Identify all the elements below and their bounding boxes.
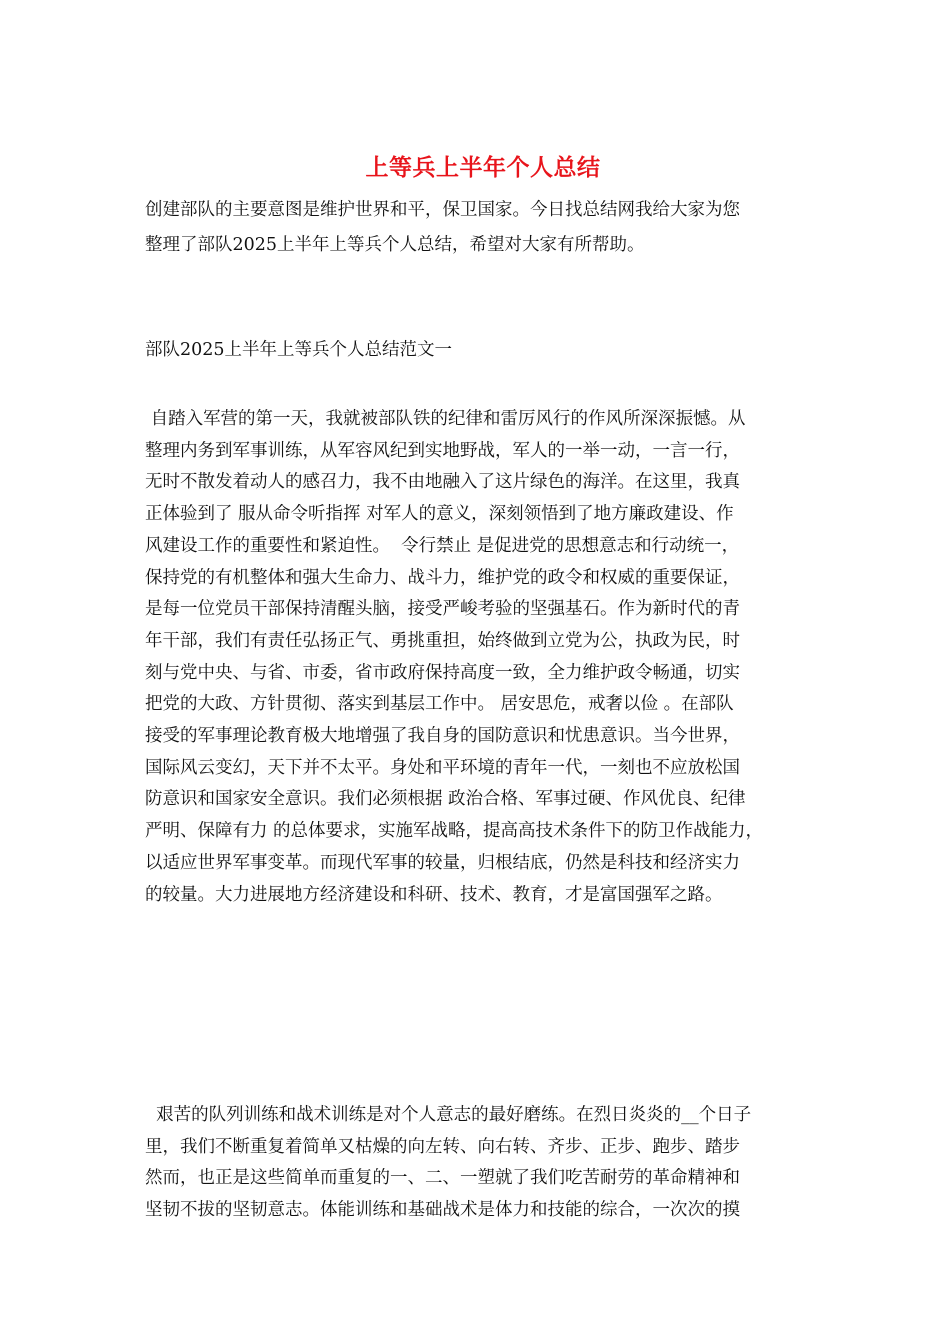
text-line: 创建部队的主要意图是维护世界和平，保卫国家。今日找总结网我给大家为您	[145, 200, 740, 220]
text-line: 风建设工作的重要性和紧迫性。 令行禁止 是促进党的思想意志和行动统一，	[145, 535, 740, 556]
text-line: 里，我们不断重复着简单又枯燥的向左转、向右转、齐步、正步、跑步、踏步	[145, 1136, 740, 1157]
text-line: 艰苦的队列训练和战术训练是对个人意志的最好磨练。在烈日炎炎的__个日子	[145, 1105, 752, 1125]
text-line: 整理内务到军事训练，从军容风纪到实地野战，军人的一举一动，一言一行，	[145, 440, 740, 461]
text-line: 保持党的有机整体和强大生命力、战斗力，维护党的政令和权威的重要保证，	[145, 567, 740, 588]
text-line: 的较量。大力进展地方经济建设和科研、技术、教育，才是富国强军之路。	[145, 884, 723, 905]
text-line: 国际风云变幻，天下并不太平。身处和平环境的青年一代，一刻也不应放松国	[145, 757, 740, 778]
text-line: 以适应世界军事变革。而现代军事的较量，归根结底，仍然是科技和经济实力	[145, 852, 740, 873]
text-line: 严明、保障有力 的总体要求，实施军战略，提高高技术条件下的防卫作战能力，	[145, 821, 764, 842]
text-line: 年干部，我们有责任弘扬正气、勇挑重担，始终做到立党为公，执政为民，时	[145, 630, 740, 651]
text-line: 然而，也正是这些简单而重复的一、二、一塑就了我们吃苦耐劳的革命精神和	[145, 1168, 740, 1188]
text-line: 刻与党中央、与省、市委，省市政府保持高度一致，全力维护政令畅通，切实	[145, 662, 740, 683]
text-line: 自踏入军营的第一天，我就被部队铁的纪律和雷厉风行的作风所深深振憾。从	[145, 409, 746, 429]
document-title: 上等兵上半年个人总结	[365, 154, 601, 181]
text-line: 正体验到了 服从命令听指挥 对军人的意义，深刻领悟到了地方廉政建设、作	[145, 504, 734, 525]
text-line: 整理了部队2025上半年上等兵个人总结，希望对大家有所帮助。	[145, 234, 645, 255]
section-heading: 部队2025上半年上等兵个人总结范文一	[145, 340, 453, 360]
text-line: 是每一位党员干部保持清醒头脑，接受严峻考验的坚强基石。作为新时代的青	[145, 599, 740, 620]
text-line: 坚韧不拔的坚韧意志。体能训练和基础战术是体力和技能的综合，一次次的摸	[145, 1199, 740, 1220]
text-line: 防意识和国家安全意识。我们必须根据 政治合格、军事过硬、作风优良、纪律	[145, 789, 746, 810]
text-line: 接受的军事理论教育极大地增强了我自身的国防意识和忧患意识。当今世界，	[145, 726, 740, 746]
text-line: 无时不散发着动人的感召力，我不由地融入了这片绿色的海洋。在这里，我真	[145, 472, 740, 493]
text-line: 把党的大政、方针贯彻、落实到基层工作中。 居安思危，戒奢以俭 。在部队	[145, 694, 734, 715]
